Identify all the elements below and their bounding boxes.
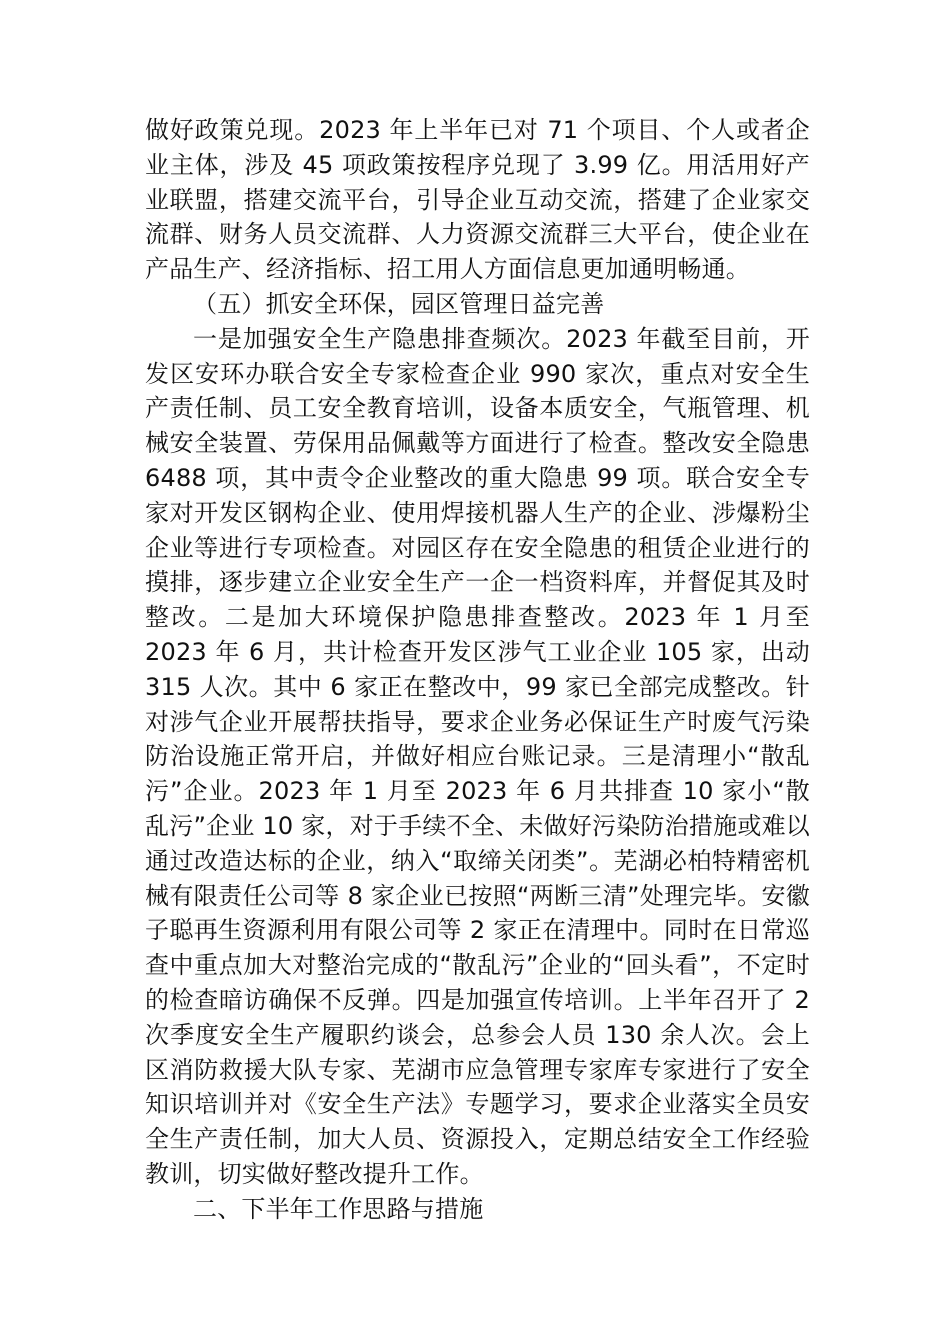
paragraph-policy-fulfillment: 做好政策兑现。2023 年上半年已对 71 个项目、个人或者企业主体，涉及 45 项政策按程序兑现了 3.99 亿。用活用好产业联盟，搭建交流平台，引导企业互动交流，搭建了企业家交流群、财务人员交流群、人力资源交流群三大平台，使企业在产品生产、经济指标、招工用人方面信息更加通明畅通。 xyxy=(145,116,810,284)
paragraph-safety-inspection: 一是加强安全生产隐患排查频次。2023 年截至目前，开发区安环办联合安全专家检查企业 990 家次，重点对安全生产责任制、员工安全教育培训，设备本质安全，气瓶管理、机械安全装置、劳保用品佩戴等方面进行了检查。整改安全隐患 6488 项，其中责令企业整改的重大隐患 99 项。联合安全专家对开发区钢构企业、使用焊接机器人生产的企业、涉爆粉尘企业等进行专项检查。对园区存在安全隐患的租赁企业进行的摸排，逐步建立企业安全生产一企一档资料库，并督促其及时整改。二是加大环境保护隐患排查整改。2023 年 1 月至 2023 年 6 月，共计检查开发区涉气工业企业 105 家，出动 315 人次。其中 6 家正在整改中，99 家已全部完成整改。针对涉气企业开展帮扶指导，要求企业务必保证生产时废气污染防治设施正常开启，并做好相应台账记录。三是清理小“散乱污”企业。2023 年 1 月至 2023 年 6 月共排查 10 家小“散乱污”企业 10 家，对于手续不全、未做好污染防治措施或难以通过改造达标的企业，纳入“取缔关闭类”。芜湖必柏特精密机械有限责任公司等 8 家企业已按照“两断三清”处理完毕。安徽子聪再生资源利用有限公司等 2 家正在清理中。同时在日常巡查中重点加大对整治完成的“散乱污”企业的“回头看”，不定时的检查暗访确保不反弹。四是加强宣传培训。上半年召开了 2 次季度安全生产履职约谈会，总参会人员 130 余人次。会上区消防救援大队专家、芜湖市应急管理专家库专家进行了安全知识培训并对《安全生产法》专题学习，要求企业落实全员安全生产责任制，加大人员、资源投入，定期总结安全工作经验教训，切实做好整改提升工作。 xyxy=(145,324,810,1188)
section-heading-second-half-plan: 二、下半年工作思路与措施 xyxy=(193,1194,484,1223)
section-heading-safety-environment: （五）抓安全环保，园区管理日益完善 xyxy=(193,289,605,318)
document-body xyxy=(145,113,810,1227)
